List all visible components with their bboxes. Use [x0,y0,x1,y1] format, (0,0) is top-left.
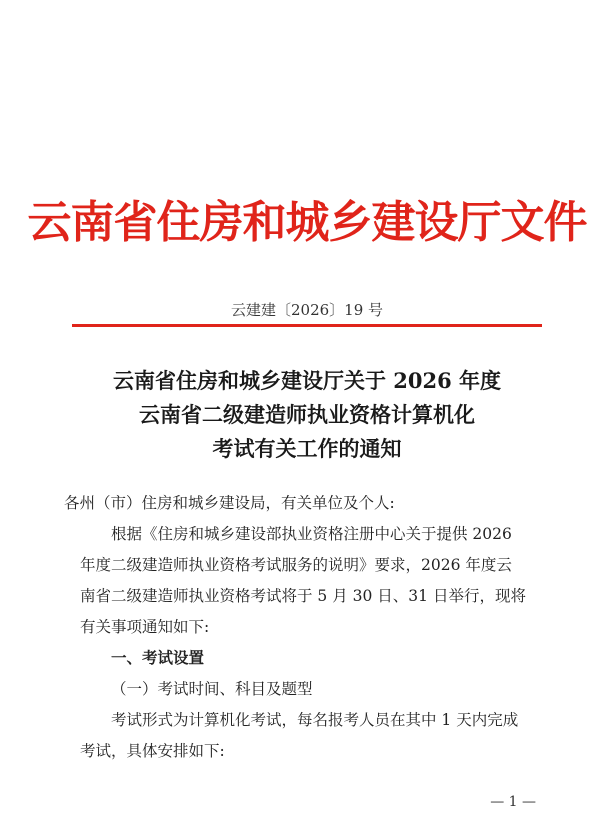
paragraph-1-line-4: 有关事项通知如下: [80,618,210,636]
paragraph-2-line-2: 考试，具体安排如下: [80,742,225,760]
paragraph-2-line-1: 考试形式为计算机化考试，每名报考人员在其中 1 天内完成 [111,711,519,729]
salutation: 各州（市）住房和城乡建设局，有关单位及个人: [64,494,395,512]
paragraph-1-line-2: 年度二级建造师执业资格考试服务的说明》要求，2026 年度云 [80,556,512,574]
red-divider-line [72,324,542,327]
paragraph-1-line-3: 南省二级建造师执业资格考试将于 5 月 30 日、31 日举行，现将 [80,587,526,605]
notice-title-line-1: 云南省住房和城乡建设厅关于 2026 年度 [112,368,502,393]
notice-title-line-2: 云南省二级建造师执业资格计算机化 [139,402,475,427]
section-heading-1: 一、考试设置 [111,649,205,667]
page-number: — 1 — [490,794,536,810]
subsection-heading-1: （一）考试时间、科目及题型 [111,680,313,698]
notice-body [64,488,550,767]
paragraph-1-line-1: 根据《住房和城乡建设部执业资格注册中心关于提供 2026 [111,525,512,543]
document-masthead: 云南省住房和城乡建设厅文件 [27,197,587,248]
document-number: 云建建〔2026〕19 号 [230,301,384,319]
notice-title [0,364,614,466]
notice-title-line-3: 考试有关工作的通知 [212,436,402,461]
